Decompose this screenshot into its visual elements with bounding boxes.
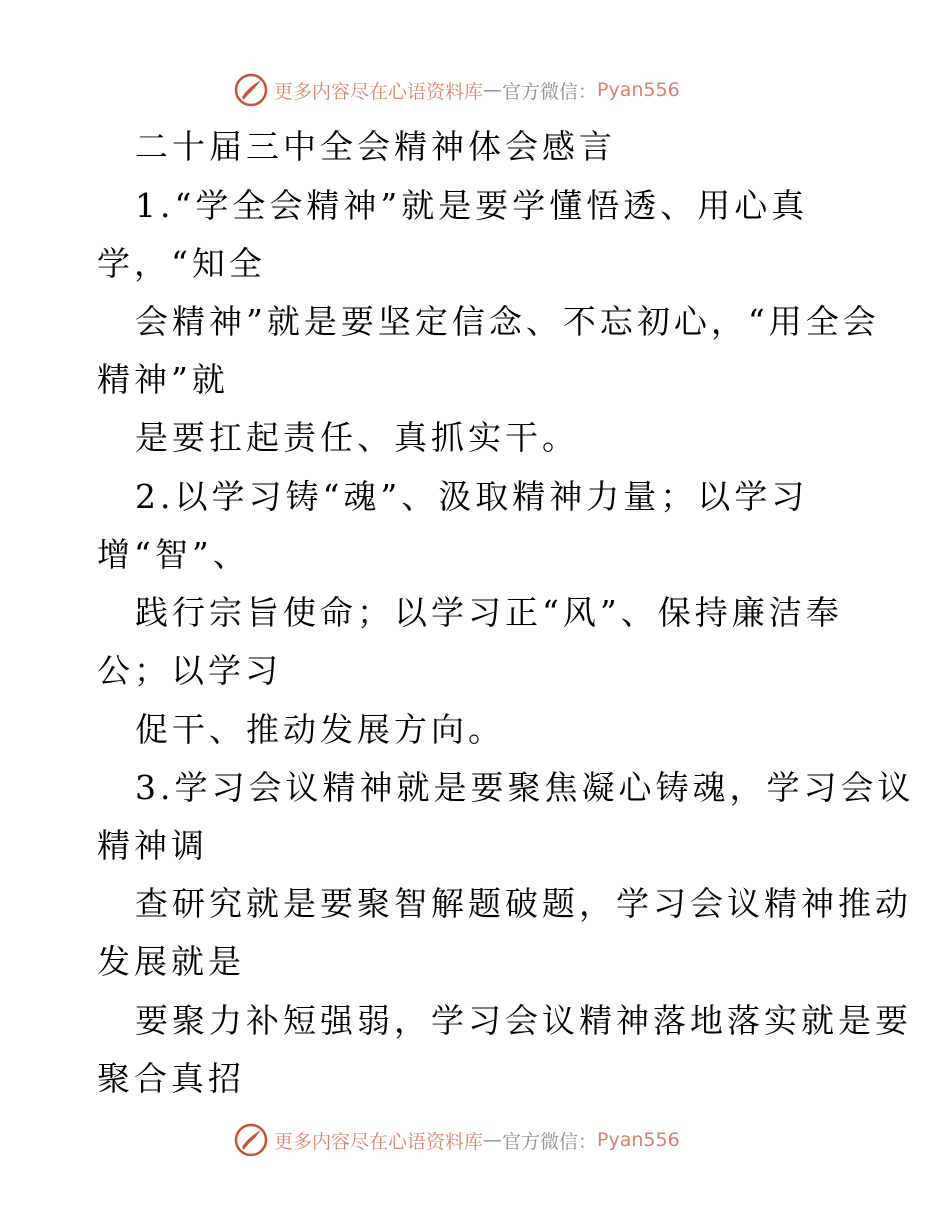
text-line: 1.“学全会精神”就是要学懂悟透、用心真	[135, 186, 809, 225]
banner-wechat-label: 官方微信：	[502, 80, 598, 103]
banner-dash: —	[483, 1129, 503, 1151]
text-line: 增“智”、	[97, 535, 250, 574]
banner-wechat-id: Pyan556	[597, 79, 680, 101]
text-line: 促干、推动发展方向。	[135, 710, 505, 749]
text-line: 会精神”就是要坚定信念、不忘初心，“用全会	[135, 302, 880, 341]
banner-main-text: 更多内容尽在心语资料库	[274, 1130, 484, 1153]
text-line: 聚合真招	[97, 1059, 245, 1098]
footer-banner	[234, 1122, 680, 1158]
quill-pen-logo-icon	[234, 73, 268, 107]
banner-wechat-label: 官方微信：	[502, 1130, 598, 1153]
text-line: 3.学习会议精神就是要聚焦凝心铸魂，学习会议	[135, 768, 915, 807]
text-line: 践行宗旨使命；以学习正“风”、保持廉洁奉	[135, 593, 843, 632]
header-banner	[234, 72, 680, 108]
text-line: 要聚力补短强弱，学习会议精神落地落实就是要	[135, 1001, 912, 1040]
text-line: 发展就是	[97, 942, 245, 981]
banner-wechat-id: Pyan556	[597, 1129, 680, 1151]
text-line: 2.以学习铸“魂”、汲取精神力量；以学习	[135, 477, 809, 516]
banner-dash: —	[483, 79, 503, 101]
text-line: 查研究就是要聚智解题破题，学习会议精神推动	[135, 884, 912, 923]
quill-pen-logo-icon	[234, 1123, 268, 1157]
text-line: 公；以学习	[97, 651, 282, 690]
banner-main-text: 更多内容尽在心语资料库	[274, 80, 484, 103]
document-title: 二十届三中全会精神体会感言	[135, 127, 616, 166]
text-line: 精神”就	[97, 360, 229, 399]
text-line: 精神调	[97, 826, 208, 865]
text-line: 学，“知全	[97, 244, 266, 283]
text-line: 是要扛起责任、真抓实干。	[135, 418, 579, 457]
